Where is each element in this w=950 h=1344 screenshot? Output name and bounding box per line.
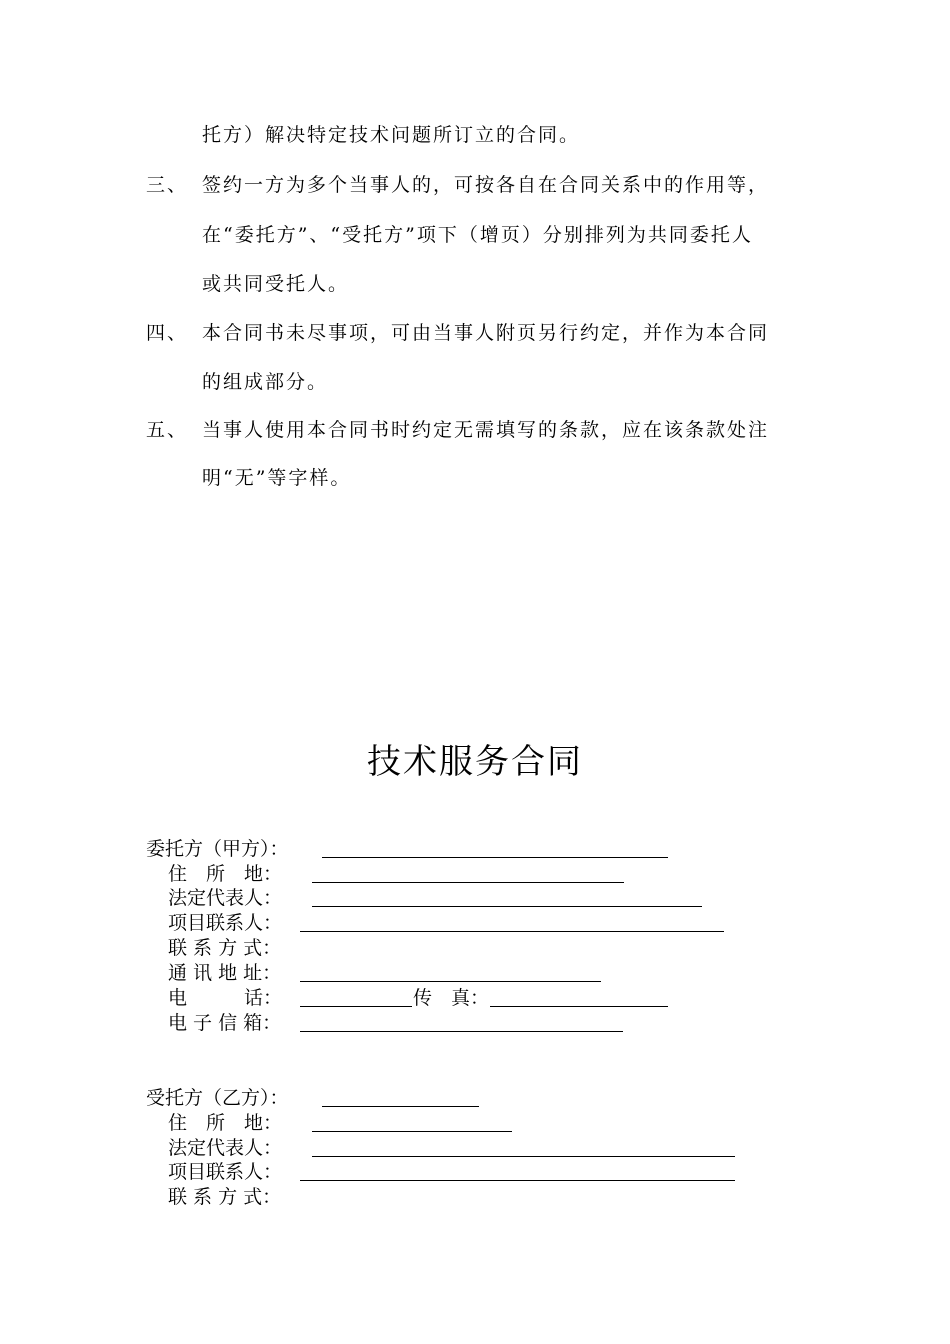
note-3-line-3: 或共同受托人。 bbox=[202, 273, 350, 295]
party-a-phone-field[interactable] bbox=[300, 1006, 412, 1007]
note-5-number: 五、 bbox=[146, 419, 189, 441]
note-4-number: 四、 bbox=[146, 322, 189, 344]
note-4-line-1: 本合同书未尽事项，可由当事人附页另行约定，并作为本合同 bbox=[202, 322, 770, 344]
note-3-line-2: 在“委托方”、“受托方”项下（增页）分别排列为共同委托人 bbox=[202, 224, 753, 246]
party-b-name-field[interactable] bbox=[322, 1106, 479, 1107]
party-b-legal-rep-field[interactable] bbox=[312, 1156, 735, 1157]
party-a-legal-rep-label: 法定代表人： bbox=[168, 887, 283, 909]
party-b-heading: 受托方（乙方）： bbox=[146, 1087, 289, 1109]
party-a-email-label: 电 子 信 箱： bbox=[168, 1012, 282, 1034]
party-a-heading: 委托方（甲方）： bbox=[146, 838, 289, 860]
party-b-contact-info-label: 联 系 方 式： bbox=[168, 1186, 282, 1208]
party-b-contact-person-label: 项目联系人： bbox=[168, 1161, 283, 1183]
note-3-line-1: 签约一方为多个当事人的，可按各自在合同关系中的作用等， bbox=[202, 174, 770, 196]
party-a-contact-info-label: 联 系 方 式： bbox=[168, 937, 282, 959]
party-b-address-label: 住 所 地： bbox=[168, 1112, 283, 1134]
party-b-contact-person-field[interactable] bbox=[300, 1180, 735, 1181]
party-a-fax-label: 传 真： bbox=[413, 987, 490, 1009]
note-3-number: 三、 bbox=[146, 174, 189, 196]
party-a-email-field[interactable] bbox=[300, 1031, 623, 1032]
party-a-address-label: 住 所 地： bbox=[168, 863, 283, 885]
party-a-mail-address-field[interactable] bbox=[300, 981, 601, 982]
party-a-fax-field[interactable] bbox=[490, 1006, 668, 1007]
note-4-line-2: 的组成部分。 bbox=[202, 371, 329, 393]
party-b-legal-rep-label: 法定代表人： bbox=[168, 1137, 283, 1159]
party-a-legal-rep-field[interactable] bbox=[312, 906, 702, 907]
note-line-continued: 托方）解决特定技术问题所订立的合同。 bbox=[202, 124, 581, 146]
document-title: 技术服务合同 bbox=[367, 742, 583, 782]
party-a-contact-person-label: 项目联系人： bbox=[168, 912, 283, 934]
note-5-line-1: 当事人使用本合同书时约定无需填写的条款，应在该条款处注 bbox=[202, 419, 770, 441]
party-a-name-field[interactable] bbox=[322, 857, 668, 858]
party-a-address-field[interactable] bbox=[312, 882, 624, 883]
note-5-line-2: 明“无”等字样。 bbox=[202, 467, 352, 489]
party-b-address-field[interactable] bbox=[312, 1131, 512, 1132]
party-a-phone-label: 电 话： bbox=[168, 987, 283, 1009]
party-a-mail-address-label: 通 讯 地 址： bbox=[168, 962, 282, 984]
party-a-contact-person-field[interactable] bbox=[300, 931, 724, 932]
